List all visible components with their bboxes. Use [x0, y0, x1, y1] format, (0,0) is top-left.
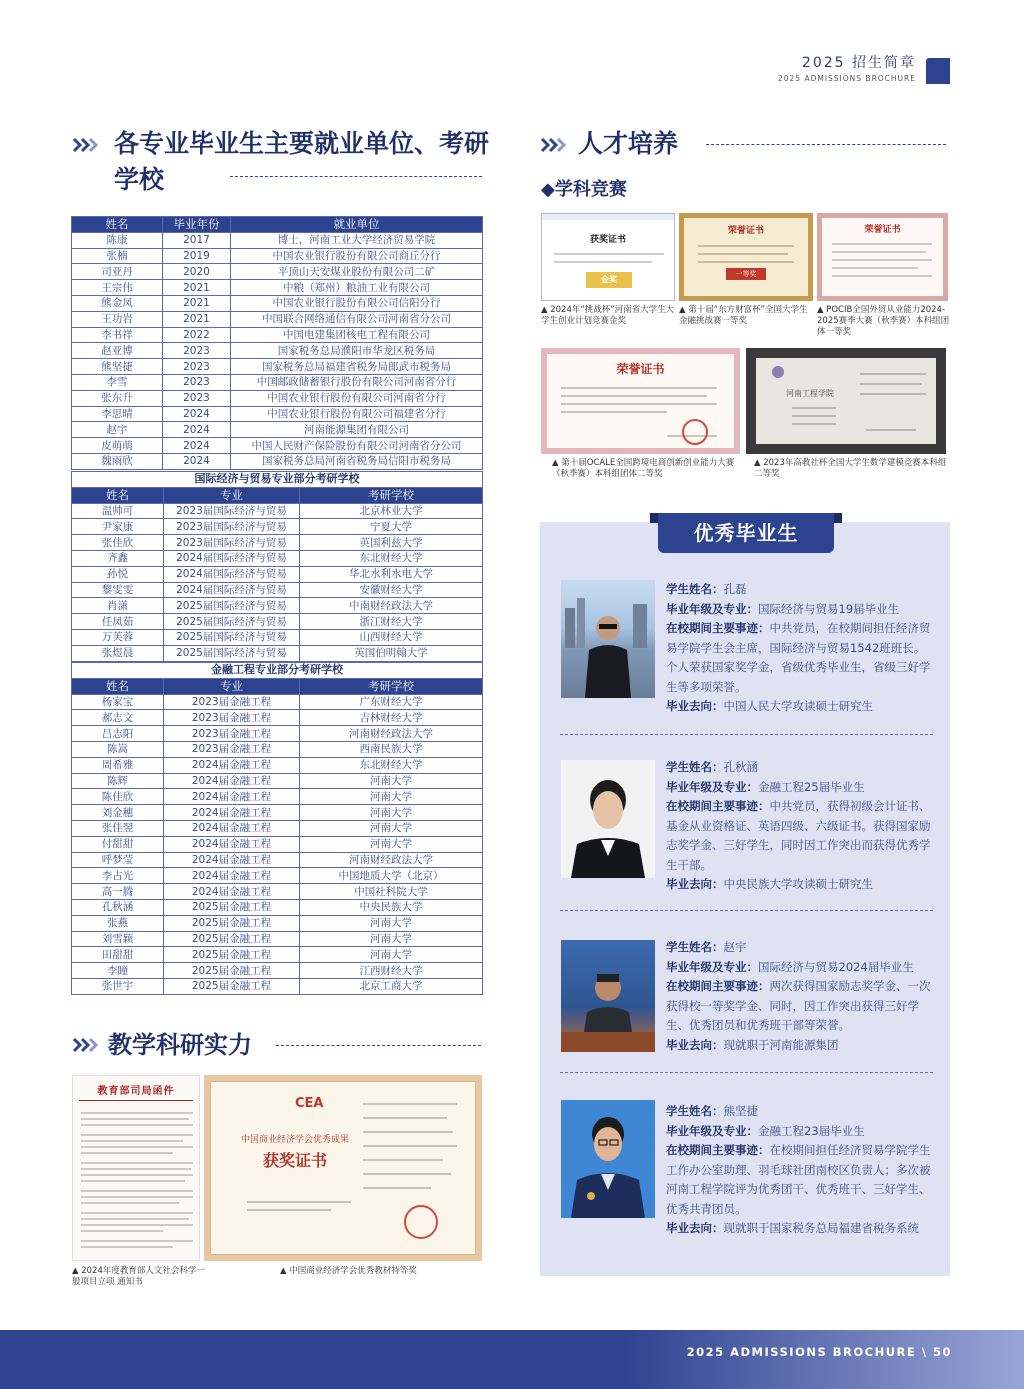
emblem-icon — [772, 366, 784, 378]
table-row — [72, 295, 483, 311]
table-cell: 任凤茹 — [72, 614, 164, 630]
label-grade: 毕业年级及专业： — [666, 779, 758, 794]
document-text-lines — [73, 1107, 200, 1261]
table-row — [72, 931, 483, 947]
divider — [560, 910, 933, 911]
table-cell: 2025届金融工程 — [164, 978, 300, 994]
table-cell: 东北财经大学 — [300, 550, 483, 566]
table-cell: 张煜晨 — [72, 645, 164, 661]
table-cell: 中南财经政法大学 — [300, 598, 483, 614]
certificate-badge: 金奖 — [586, 272, 632, 288]
table-cell: 张东升 — [72, 390, 163, 406]
table-row — [72, 710, 483, 726]
table-cell: 中国社科院大学 — [300, 884, 483, 900]
student-card — [666, 758, 936, 895]
table-cell: 中央民族大学 — [300, 899, 483, 915]
table-cell: 2023届国际经济与贸易 — [164, 535, 300, 551]
table-row — [72, 535, 483, 551]
table-cell: 2025届国际经济与贸易 — [164, 645, 300, 661]
table-row — [72, 374, 483, 390]
certificate-title: 荣誉证书 — [616, 362, 665, 376]
table-cell: 2023届金融工程 — [164, 710, 300, 726]
label-destination: 毕业去向： — [666, 1221, 724, 1235]
table-cell: 齐鑫 — [72, 550, 164, 566]
chevron-double-icon — [72, 1035, 104, 1055]
table-row — [72, 503, 483, 519]
table-cell: 赵宇 — [72, 422, 163, 438]
table-row — [72, 359, 483, 375]
table-cell: 张燕 — [72, 915, 164, 931]
table-row — [72, 820, 483, 836]
subsection-title-competition: ◆学科竞赛 — [541, 179, 627, 200]
label-grade: 毕业年级及专业： — [666, 601, 758, 616]
table-cell: 英国伯明翰大学 — [300, 645, 483, 661]
table-cell: 河南能源集团有限公司 — [231, 422, 483, 438]
table-cell: 李瞳 — [72, 963, 164, 979]
table-row — [72, 789, 483, 805]
table-header-row — [72, 217, 483, 233]
table-cell: 中国农业银行股份有限公司福建省分行 — [231, 406, 483, 422]
table-cell: 西南民族大学 — [300, 741, 483, 757]
table-row — [72, 327, 483, 343]
table-row — [72, 726, 483, 742]
chevron-double-icon — [72, 135, 104, 155]
certificate-eastmoney — [679, 213, 813, 301]
table-row — [72, 406, 483, 422]
label-deeds: 在校期间主要事迹： — [666, 621, 770, 635]
table-cell: 李思晴 — [72, 406, 163, 422]
table-cell: 英国利兹大学 — [300, 535, 483, 551]
table-cell: 杨家宝 — [72, 694, 164, 710]
table-cell: 山西财经大学 — [300, 629, 483, 645]
table-row — [72, 582, 483, 598]
table-cell: 黎雯雯 — [72, 582, 164, 598]
table-row — [72, 773, 483, 789]
divider — [706, 144, 946, 145]
table-subtitle: 金融工程专业部分考研学校 — [72, 663, 483, 679]
table-cell: 2025届国际经济与贸易 — [164, 598, 300, 614]
table-cell: 2021 — [163, 295, 231, 311]
table-cell: 中国联合网络通信有限公司河南省分公司 — [231, 311, 483, 327]
table-cell: 国家税务总局福建省税务局郎武市税务局 — [231, 359, 483, 375]
student-deeds: 在校期间担任经济贸易学院学生工作办公室助理、羽毛球社团南校区负责人；多次被河南工程学院评为优秀团干、优秀班干、三好学生、优秀共青团员。 — [666, 1143, 931, 1216]
table-cell: 张世宇 — [72, 978, 164, 994]
table-row — [72, 645, 483, 661]
table-cell: 浙江财经大学 — [300, 614, 483, 630]
table-row — [72, 453, 483, 469]
table-row — [72, 836, 483, 852]
student-photo — [561, 760, 655, 878]
student-photo — [561, 940, 655, 1052]
label-destination: 毕业去向： — [666, 877, 724, 891]
caption: ▲ 中国商业经济学会优秀教材特等奖 — [280, 1266, 417, 1276]
student-destination: 中国人民大学攻读硕士研究生 — [723, 699, 873, 713]
label-deeds: 在校期间主要事迹： — [666, 799, 770, 813]
ietrade-grad-table — [71, 471, 483, 662]
table-cell: 万芙蓉 — [72, 629, 164, 645]
table-cell: 广东财经大学 — [300, 694, 483, 710]
table-cell: 孙悦 — [72, 566, 164, 582]
table-cell: 河南财经政法大学 — [300, 852, 483, 868]
label-name: 学生姓名： — [666, 940, 724, 954]
table-cell: 周希雅 — [72, 757, 164, 773]
seal-icon — [683, 420, 707, 444]
table-header-cell: 专业 — [164, 487, 300, 503]
table-cell: 王功岩 — [72, 311, 163, 327]
student-destination: 现就职于国家税务总局福建省税务系统 — [723, 1221, 919, 1235]
caption: ▲ 第十届OCALE全国跨境电商创新创业能力大赛（秋季赛）本科组团体二等奖 — [552, 458, 735, 479]
finance-grad-table — [71, 662, 483, 995]
table-cell: 安徽财经大学 — [300, 582, 483, 598]
table-row — [72, 598, 483, 614]
divider — [276, 1045, 481, 1046]
table-cell: 2024届金融工程 — [164, 757, 300, 773]
table-cell: 陈佳欣 — [72, 789, 164, 805]
table-cell: 2024届金融工程 — [164, 820, 300, 836]
table-cell: 2024 — [163, 406, 231, 422]
certificate-org: 中国商业经济学会优秀成果 — [240, 1135, 349, 1145]
table-cell: 平顶山天安煤业股份有限公司二矿 — [231, 264, 483, 280]
table-cell: 河南大学 — [300, 915, 483, 931]
table-cell: 2023届国际经济与贸易 — [164, 503, 300, 519]
table-header-row — [72, 487, 483, 503]
table-cell: 河南大学 — [300, 789, 483, 805]
table-header-cell: 专业 — [164, 678, 300, 694]
table-cell: 孔秋涵 — [72, 899, 164, 915]
table-cell: 中国电建集团核电工程有限公司 — [231, 327, 483, 343]
table-cell: 陈康 — [72, 232, 163, 248]
table-cell: 张楠 — [72, 248, 163, 264]
table-row — [72, 868, 483, 884]
table-cell: 2024届金融工程 — [164, 773, 300, 789]
table-row — [72, 422, 483, 438]
label-name: 学生姓名： — [666, 582, 724, 596]
footer-text: 2025 ADMISSIONS BROCHURE \ 50 — [686, 1345, 952, 1359]
table-cell: 河南大学 — [300, 820, 483, 836]
section-title-talent: 人才培养 — [578, 129, 679, 158]
student-name: 孔秋涵 — [723, 760, 758, 774]
table-cell: 王宗伟 — [72, 280, 163, 296]
table-cell: 中粮（郑州）粮油工业有限公司 — [231, 280, 483, 296]
table-row — [72, 519, 483, 535]
page-header — [778, 52, 916, 83]
header-title-en: 2025 ADMISSIONS BROCHURE — [777, 74, 916, 83]
section-title-research: 教学科研实力 — [108, 1031, 252, 1059]
table-cell: 2025届金融工程 — [164, 947, 300, 963]
table-cell: 李占光 — [72, 868, 164, 884]
table-row — [72, 550, 483, 566]
table-cell: 2024届金融工程 — [164, 884, 300, 900]
table-cell: 2023 — [163, 359, 231, 375]
table-cell: 河南大学 — [300, 931, 483, 947]
table-cell: 2024 — [163, 453, 231, 469]
table-cell: 2024届金融工程 — [164, 805, 300, 821]
certificate-title: 获奖证书 — [262, 1151, 327, 1170]
table-cell: 国家税务总局濮阳市华龙区税务局 — [231, 343, 483, 359]
certificate-pocib — [817, 213, 948, 301]
caption: ▲ 2023年高教社杯全国大学生数学建模竞赛本科组二等奖 — [754, 458, 947, 479]
table-cell: 2025届金融工程 — [164, 931, 300, 947]
certificate-math-modeling — [746, 348, 946, 454]
table-header-cell: 就业单位 — [231, 217, 483, 233]
section-title-employment: 各专业毕业生主要就业单位、考研学校 — [114, 129, 490, 194]
table-row — [72, 694, 483, 710]
chevron-double-icon — [540, 135, 572, 155]
table-row — [72, 963, 483, 979]
caption: ▲ 2024年“挑战杯”河南省大学生大学生创业计划竞赛金奖 — [541, 305, 675, 326]
table-cell: 博士，河南工业大学经济贸易学院 — [231, 232, 483, 248]
table-cell: 尹家康 — [72, 519, 164, 535]
table-cell: 2024届金融工程 — [164, 868, 300, 884]
excellent-graduates-title: 优秀毕业生 — [658, 513, 834, 553]
table-cell: 皮萌萌 — [72, 438, 163, 454]
table-row — [72, 757, 483, 773]
table-cell: 2017 — [163, 232, 231, 248]
table-cell: 国家税务总局河南省税务局信阳市税务局 — [231, 453, 483, 469]
table-cell: 2020 — [163, 264, 231, 280]
footer-label: 2025 ADMISSIONS BROCHURE — [686, 1345, 917, 1359]
table-row — [72, 947, 483, 963]
table-cell: 呼梦莹 — [72, 852, 164, 868]
caption: ▲ 2024年度教育部人文社会科学一般项目立项 通知书 — [72, 1266, 205, 1287]
table-cell: 河南财经政法大学 — [300, 726, 483, 742]
table-cell: 2025届金融工程 — [164, 915, 300, 931]
table-row — [72, 566, 483, 582]
seal-icon — [405, 1206, 437, 1238]
table-cell: 陈辉 — [72, 773, 164, 789]
table-cell: 2025届国际经济与贸易 — [164, 614, 300, 630]
divider — [560, 1072, 933, 1073]
table-cell: 魏雨欣 — [72, 453, 163, 469]
document-title: 教育部司局函件 — [97, 1086, 175, 1097]
table-row — [72, 343, 483, 359]
table-cell: 2024届国际经济与贸易 — [164, 582, 300, 598]
table-cell: 温帅可 — [72, 503, 164, 519]
table-cell: 2024届国际经济与贸易 — [164, 550, 300, 566]
table-cell: 2023届金融工程 — [164, 741, 300, 757]
table-cell: 2024届金融工程 — [164, 789, 300, 805]
student-grade: 金融工程23届毕业生 — [758, 1123, 865, 1138]
table-cell: 河南大学 — [300, 836, 483, 852]
label-destination: 毕业去向： — [666, 699, 724, 713]
table-row — [72, 248, 483, 264]
student-destination: 中央民族大学攻读硕士研究生 — [723, 877, 873, 891]
table-header-cell: 姓名 — [72, 678, 164, 694]
label-deeds: 在校期间主要事迹： — [666, 1143, 770, 1157]
caption: ▲ 第十届“东方财富杯”全国大学生金融挑战赛一等奖 — [679, 305, 808, 326]
student-name: 孔磊 — [723, 582, 747, 596]
table-row — [72, 311, 483, 327]
table-cell: 2024 — [163, 438, 231, 454]
table-cell: 2023 — [163, 374, 231, 390]
table-cell: 2023届金融工程 — [164, 694, 300, 710]
table-cell: 河南大学 — [300, 773, 483, 789]
divider — [230, 176, 482, 177]
label-grade: 毕业年级及专业： — [666, 959, 758, 974]
table-cell: 2022 — [163, 327, 231, 343]
certificate-ocale — [541, 348, 740, 454]
certificate-title: 荣誉证书 — [727, 226, 764, 236]
table-cell: 吉林财经大学 — [300, 710, 483, 726]
table-cell: 河南大学 — [300, 805, 483, 821]
table-cell: 吕志阳 — [72, 726, 164, 742]
table-cell: 熊金凤 — [72, 295, 163, 311]
table-cell: 2021 — [163, 280, 231, 296]
table-row — [72, 915, 483, 931]
certificate-challenge-cup — [541, 213, 675, 301]
table-cell: 2025届金融工程 — [164, 899, 300, 915]
employment-table — [71, 216, 483, 470]
table-header-row — [72, 678, 483, 694]
certificate-text-lines — [211, 1082, 477, 1256]
table-row — [72, 629, 483, 645]
student-deeds: 中共党员，获得初级会计证书、基金从业资格证、英语四级、六级证书。获得国家励志奖学金、三好学生，同时因工作突出而获得优秀学生干部。 — [666, 799, 931, 872]
page-number: 50 — [932, 1345, 952, 1359]
header-accent-square — [926, 58, 950, 84]
table-cell: 付甜甜 — [72, 836, 164, 852]
table-cell: 2019 — [163, 248, 231, 264]
footer-gradient — [620, 1330, 1024, 1389]
student-deeds: 两次获得国家励志奖学金、一次获得校一等奖学金、同时，因工作突出获得三好学生、优秀团员和优秀班干部等荣誉。 — [666, 979, 931, 1032]
table-cell: 肖潇 — [72, 598, 164, 614]
header-title-cn: 2025 招生简章 — [801, 55, 916, 71]
table-row — [72, 280, 483, 296]
table-subtitle-row — [72, 663, 483, 679]
student-card — [666, 1102, 936, 1239]
table-cell: 熊坚捷 — [72, 359, 163, 375]
certificate-badge: 一等奖 — [726, 268, 766, 280]
table-cell: 中国农业银行股份有限公司信阳分行 — [231, 295, 483, 311]
table-row — [72, 390, 483, 406]
student-name: 熊坚捷 — [723, 1104, 758, 1118]
certificate-title: 荣誉证书 — [864, 225, 901, 235]
table-cell: 中国人民财产保险股份有限公司河南省分公司 — [231, 438, 483, 454]
student-name: 赵宇 — [723, 940, 747, 954]
table-header-cell: 毕业年份 — [163, 217, 231, 233]
table-cell: 2024届国际经济与贸易 — [164, 566, 300, 582]
table-row — [72, 232, 483, 248]
table-row — [72, 899, 483, 915]
table-cell: 东北财经大学 — [300, 757, 483, 773]
table-cell: 中国农业银行股份有限公司商丘分行 — [231, 248, 483, 264]
table-cell: 北京工商大学 — [300, 978, 483, 994]
table-cell: 2024 — [163, 422, 231, 438]
table-row — [72, 741, 483, 757]
table-cell: 2021 — [163, 311, 231, 327]
table-cell: 中国邮政储蓄银行股份有限公司河南省分行 — [231, 374, 483, 390]
student-deeds: 中共党员，在校期间担任经济贸易学院学生会主席，国际经济与贸易1542班班长。个人荣获国家奖学金，省级优秀毕业生，省级三好学生等多项荣誉。 — [666, 621, 931, 694]
student-grade: 国际经济与贸易2024届毕业生 — [758, 959, 914, 974]
table-cell: 2023届国际经济与贸易 — [164, 519, 300, 535]
student-grade: 国际经济与贸易19届毕业生 — [758, 601, 900, 616]
table-row — [72, 438, 483, 454]
student-photo — [561, 580, 655, 698]
table-cell: 2023 — [163, 343, 231, 359]
certificate-org: 河南工程学院 — [786, 389, 834, 398]
table-cell: 李书祥 — [72, 327, 163, 343]
table-row — [72, 852, 483, 868]
table-row — [72, 978, 483, 994]
table-header-cell: 姓名 — [72, 487, 164, 503]
table-cell: 中国地质大学（北京） — [300, 868, 483, 884]
table-subtitle-row — [72, 472, 483, 488]
caption: ▲ POCIB全国外贸从业能力2024-2025赛季大赛（秋季赛）本科组团体一等奖 — [817, 305, 950, 337]
divider — [560, 734, 933, 735]
table-cell: 2023届金融工程 — [164, 726, 300, 742]
student-photo — [561, 1100, 655, 1218]
table-row — [72, 805, 483, 821]
table-cell: 2024届金融工程 — [164, 836, 300, 852]
certificate-title: 获奖证书 — [589, 235, 626, 245]
table-row — [72, 884, 483, 900]
student-grade: 金融工程25届毕业生 — [758, 779, 865, 794]
table-row — [72, 614, 483, 630]
table-cell: 张佳欣 — [72, 535, 164, 551]
table-cell: 田甜甜 — [72, 947, 164, 963]
table-cell: 刘雪颖 — [72, 931, 164, 947]
cea-logo: CEA — [295, 1096, 324, 1111]
table-cell: 2025届国际经济与贸易 — [164, 629, 300, 645]
table-cell: 刘金穗 — [72, 805, 164, 821]
table-header-cell: 考研学校 — [300, 487, 483, 503]
table-cell: 北京林业大学 — [300, 503, 483, 519]
student-card — [666, 938, 936, 1055]
label-deeds: 在校期间主要事迹： — [666, 979, 770, 993]
table-cell: 华北水利水电大学 — [300, 566, 483, 582]
label-grade: 毕业年级及专业： — [666, 1123, 758, 1138]
cea-award-certificate — [204, 1075, 482, 1261]
table-cell: 2023 — [163, 390, 231, 406]
table-cell: 高一腾 — [72, 884, 164, 900]
table-row — [72, 264, 483, 280]
table-header-cell: 姓名 — [72, 217, 163, 233]
table-cell: 宁夏大学 — [300, 519, 483, 535]
table-cell: 赵亚博 — [72, 343, 163, 359]
student-destination: 现就职于河南能源集团 — [723, 1037, 839, 1052]
label-name: 学生姓名： — [666, 1104, 724, 1118]
table-cell: 中国农业银行股份有限公司河南省分行 — [231, 390, 483, 406]
table-cell: 陈嵩 — [72, 741, 164, 757]
table-cell: 河南大学 — [300, 947, 483, 963]
table-cell: 2025届金融工程 — [164, 963, 300, 979]
table-cell: 江西财经大学 — [300, 963, 483, 979]
research-notice-document — [72, 1075, 200, 1261]
table-cell: 张佳翌 — [72, 820, 164, 836]
table-cell: 司亚丹 — [72, 264, 163, 280]
table-cell: 郝志文 — [72, 710, 164, 726]
table-header-cell: 考研学校 — [300, 678, 483, 694]
table-subtitle: 国际经济与贸易专业部分考研学校 — [72, 472, 483, 488]
student-card — [666, 580, 936, 717]
label-destination: 毕业去向： — [666, 1037, 724, 1052]
table-cell: 2024届金融工程 — [164, 852, 300, 868]
label-name: 学生姓名： — [666, 760, 724, 774]
table-cell: 李雪 — [72, 374, 163, 390]
